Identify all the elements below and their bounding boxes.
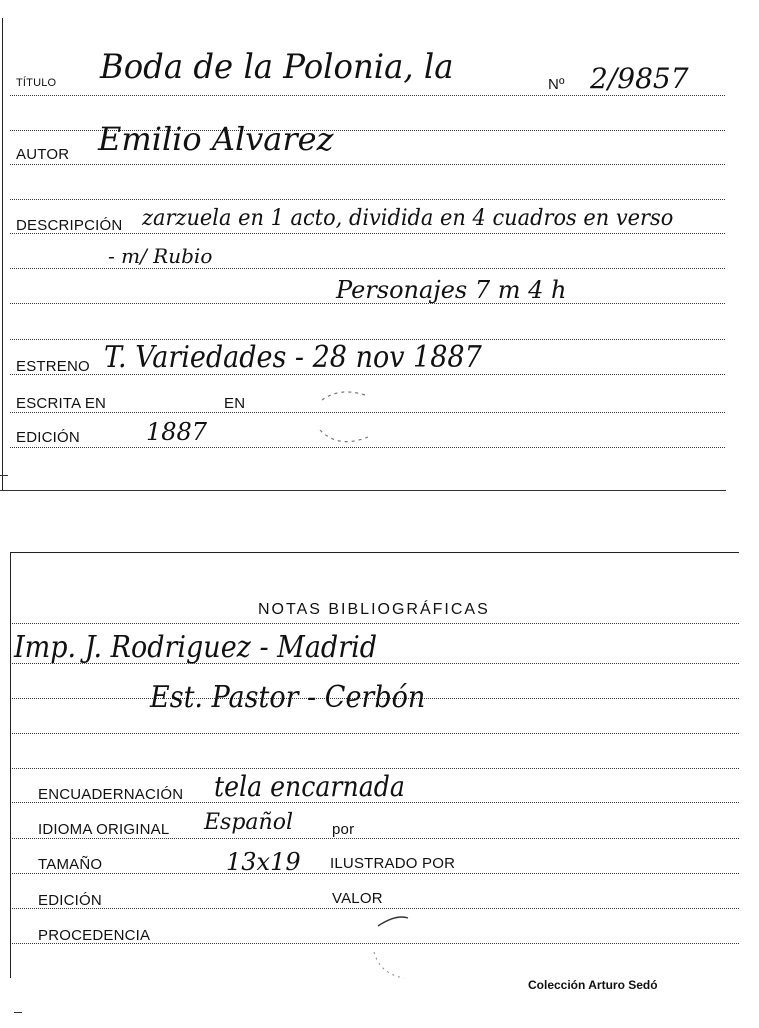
corner-tick <box>14 1012 22 1013</box>
corner-tick <box>0 475 8 476</box>
tamano-label: TAMAÑO <box>38 856 103 873</box>
encuadernacion-value: tela encarnada <box>214 770 405 803</box>
autor-value: Emilio Alvarez <box>98 120 334 158</box>
valor-label: VALOR <box>332 890 383 907</box>
rule-line <box>0 490 726 491</box>
idioma-label: IDIOMA ORIGINAL <box>38 821 170 838</box>
por-label: por <box>332 821 355 838</box>
rule-line <box>12 908 739 909</box>
numero-value: 2/9857 <box>590 62 689 95</box>
edicion-label-top: EDICIÓN <box>16 429 80 446</box>
collection-footer: Colección Arturo Sedó <box>528 978 658 992</box>
tamano-value: 13x19 <box>226 848 301 876</box>
idioma-value: Español <box>204 810 293 835</box>
stamp-circle-icon <box>364 912 434 982</box>
en-label: EN <box>224 395 246 412</box>
rule-line <box>10 164 725 165</box>
nota-line1: Imp. J. Rodriguez - Madrid <box>14 630 378 665</box>
rule-line <box>12 838 739 839</box>
rule-line <box>12 768 739 769</box>
edicion-value-top: 1887 <box>146 418 208 446</box>
stamp-circle-icon <box>310 385 380 451</box>
edicion-label-bottom: EDICIÓN <box>38 892 102 909</box>
titulo-label: TÍTULO <box>16 77 57 89</box>
rule-line <box>10 199 725 200</box>
escrita-en-label: ESCRITA EN <box>16 395 107 412</box>
encuadernacion-label: ENCUADERNACIÓN <box>38 786 184 803</box>
titulo-value: Boda de la Polonia, la <box>100 47 454 87</box>
rule-line <box>10 268 725 269</box>
rule-line <box>12 623 739 624</box>
numero-label: Nº <box>548 76 565 93</box>
rule-line <box>12 873 739 874</box>
notas-heading: NOTAS BIBLIOGRÁFICAS <box>258 601 490 618</box>
estreno-value: T. Variedades - 28 nov 1887 <box>104 340 482 375</box>
descripcion-label: DESCRIPCIÓN <box>16 217 123 234</box>
nota-line2: Est. Pastor - Cerbón <box>150 680 426 715</box>
descripcion-line3: Personajes 7 m 4 h <box>336 276 567 304</box>
procedencia-label: PROCEDENCIA <box>38 927 151 944</box>
descripcion-line1: zarzuela en 1 acto, dividida en 4 cuadros en verso <box>142 206 674 231</box>
descripcion-line2: - m/ Rubio <box>108 244 213 268</box>
autor-label: AUTOR <box>16 146 70 163</box>
rule-line <box>12 733 739 734</box>
estreno-label: ESTRENO <box>16 358 90 375</box>
ilustrado-label: ILUSTRADO POR <box>330 855 456 872</box>
rule-line <box>10 95 725 96</box>
